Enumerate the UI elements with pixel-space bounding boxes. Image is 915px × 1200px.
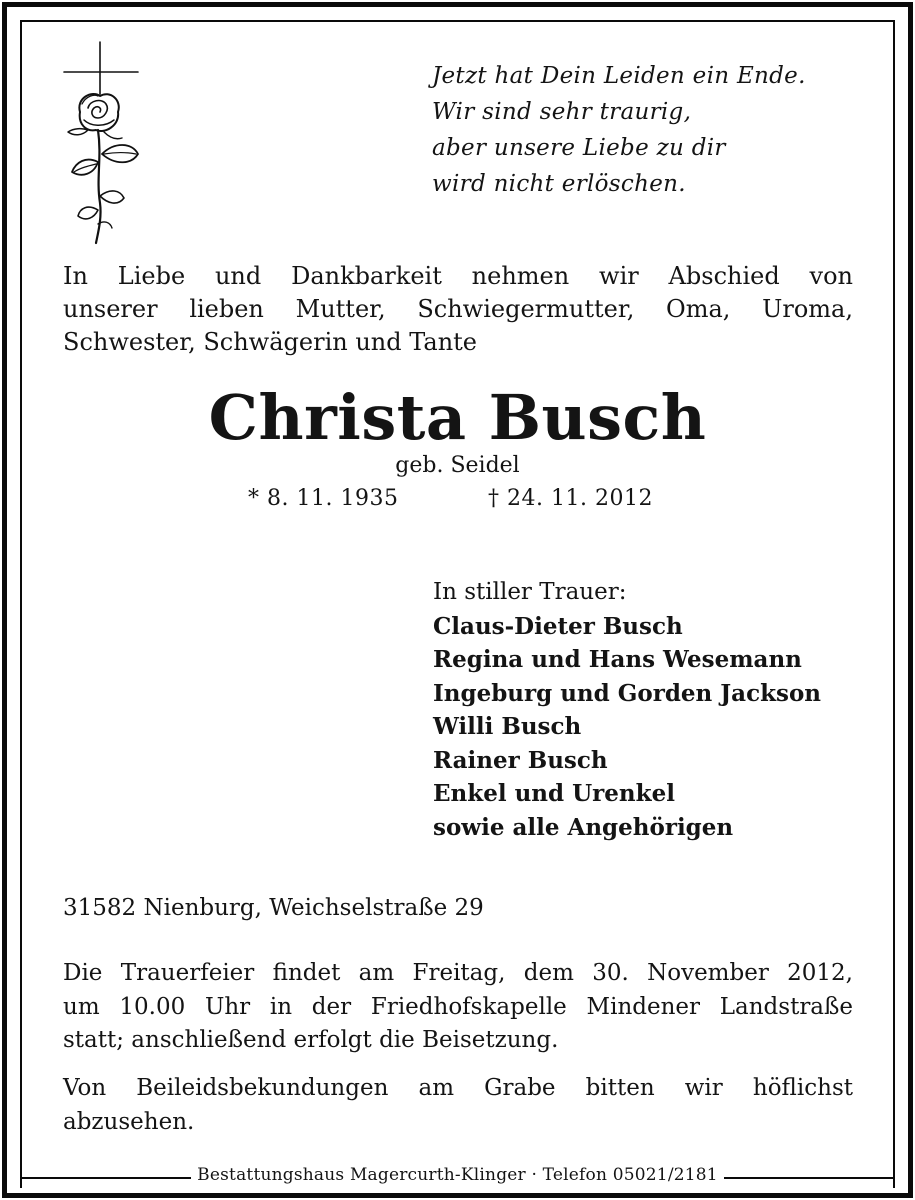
condolences-note <box>63 1072 853 1139</box>
birth-date: * 8. 11. 1935 <box>248 486 399 511</box>
funeral-service-info <box>63 957 853 1058</box>
mourner-name: Claus-Dieter Busch <box>433 612 683 640</box>
service-line: Die Trauerfeier findet am Freitag, dem 30. November 2012, <box>63 960 853 986</box>
deceased-name: Christa Busch <box>208 381 707 454</box>
mourners-list <box>433 576 873 844</box>
poem-line: Wir sind sehr traurig, <box>432 99 692 125</box>
intro-line: unserer lieben Mutter, Schwiegermutter, Oma, Uroma, <box>63 295 853 323</box>
service-line: statt; anschließend erfolgt die Beisetzung. <box>63 1027 559 1053</box>
funeral-home-credit: Bestattungshaus Magercurth-Klinger · Telefon 05021/2181 <box>191 1162 724 1188</box>
mourner-name: Willi Busch <box>433 713 582 740</box>
mourner-name: Rainer Busch <box>433 746 608 774</box>
condolences-line: abzusehen. <box>63 1108 195 1135</box>
intro-paragraph <box>63 260 853 359</box>
poem <box>432 58 872 202</box>
intro-line: In Liebe und Dankbarkeit nehmen wir Abschied von <box>63 262 853 290</box>
mourner-name: sowie alle Angehörigen <box>433 813 734 841</box>
mourners-heading: In stiller Trauer: <box>433 579 627 605</box>
poem-line: Jetzt hat Dein Leiden ein Ende. <box>432 63 806 89</box>
poem-line: wird nicht erlöschen. <box>432 171 686 197</box>
death-date: † 24. 11. 2012 <box>488 486 653 511</box>
mourner-name: Regina und Hans Wesemann <box>433 646 802 673</box>
condolences-line: Von Beileidsbekundungen am Grabe bitten wir höflichst <box>63 1075 853 1101</box>
intro-line: Schwester, Schwägerin und Tante <box>63 328 477 356</box>
family-address: 31582 Nienburg, Weichselstraße 29 <box>63 895 484 921</box>
footer <box>0 1162 915 1188</box>
maiden-name: geb. Seidel <box>395 453 520 478</box>
cross-with-rose-icon <box>58 38 148 250</box>
service-line: um 10.00 Uhr in der Friedhofskapelle Mindener Landstraße <box>63 993 853 1020</box>
mourner-name: Enkel und Urenkel <box>433 780 675 807</box>
poem-line: aber unsere Liebe zu dir <box>432 135 726 161</box>
mourner-name: Ingeburg und Gorden Jackson <box>433 679 822 707</box>
